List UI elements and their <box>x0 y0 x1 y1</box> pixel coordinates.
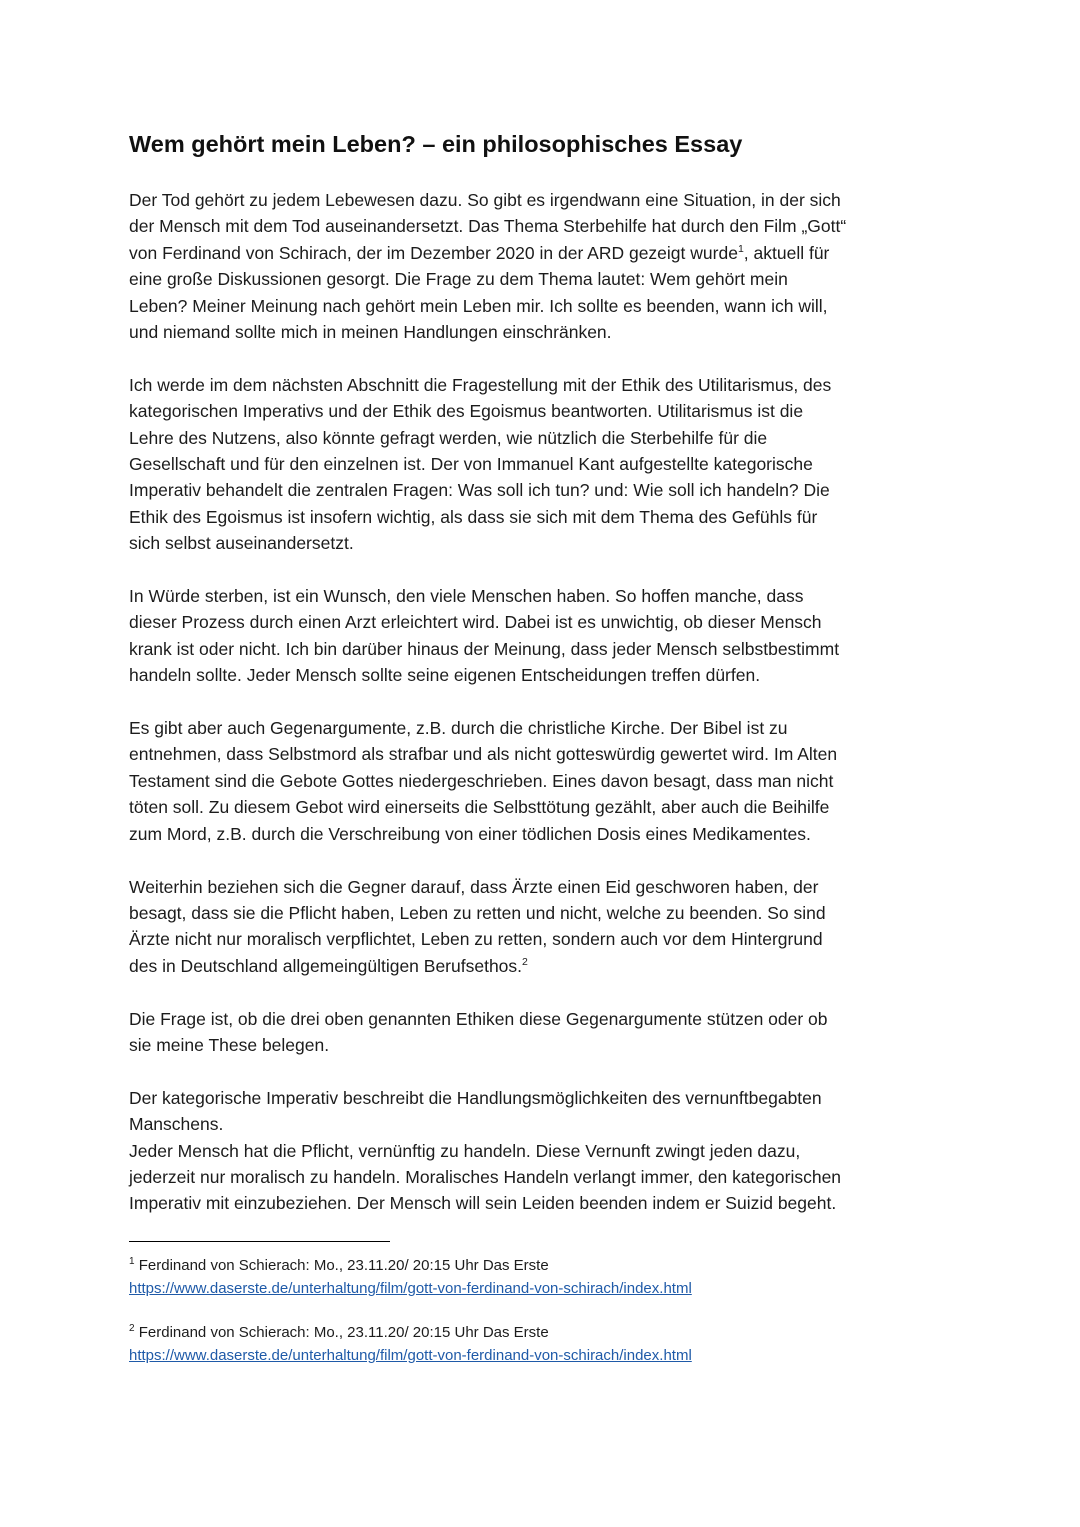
text-line: Jeder Mensch hat die Pflicht, vernünftig zu handeln. Diese Vernunft zwingt jeden dazu, <box>129 1140 801 1161</box>
footnote-number: 1 <box>129 1256 135 1267</box>
text-line: krank ist oder nicht. Ich bin darüber hinaus der Meinung, dass jeder Mensch selbstbestimmt <box>129 638 840 659</box>
paragraph-reason <box>129 1138 959 1217</box>
text-line: Ärzte nicht nur moralisch verpflichtet, Leben zu retten, sondern auch vor dem Hintergrund <box>129 929 823 950</box>
text-line: töten soll. Zu diesem Gebot wird einerseits die Selbsttötung gezählt, aber auch die Beihilfe <box>129 797 830 818</box>
text-line: Ich werde im dem nächsten Abschnitt die Fragestellung mit der Ethik des Utilitarismus, des <box>129 374 832 395</box>
text-line: zum Mord, z.B. durch die Verschreibung von einer tödlichen Dosis eines Medikamentes. <box>129 823 811 844</box>
text-line: Die Frage ist, ob die drei oben genannten Ethiken diese Gegenargumente stützen oder ob <box>129 1008 828 1029</box>
text-line: handeln sollte. Jeder Mensch sollte seine eigenen Entscheidungen treffen dürfen. <box>129 665 761 686</box>
footnotes <box>129 1254 959 1388</box>
footnote-marker[interactable]: 2 <box>522 955 528 968</box>
text-line: kategorischen Imperativs und der Ethik des Egoismus beantworten. Utilitarismus ist die <box>129 401 804 422</box>
footnote-number: 2 <box>129 1323 135 1334</box>
text-line: sich selbst auseinandersetzt. <box>129 533 354 554</box>
text-line: In Würde sterben, ist ein Wunsch, den viele Menschen haben. So hoffen manche, dass <box>129 586 804 607</box>
text-segment: , aktuell für <box>743 242 830 263</box>
footnote-1 <box>129 1254 959 1300</box>
text-line: Leben? Meiner Meinung nach gehört mein Leben mir. Ich sollte es beenden, wann ich will, <box>129 295 828 316</box>
text-line <box>129 953 959 979</box>
text-segment: des in Deutschland allgemeingültigen Berufsethos. <box>129 955 523 976</box>
text-line: Imperativ mit einzubeziehen. Der Mensch will sein Leiden beenden indem er Suizid begeht. <box>129 1193 837 1214</box>
essay-body <box>129 187 959 1217</box>
footnote-separator <box>129 1241 390 1242</box>
text-line: der Mensch mit dem Tod auseinandersetzt. Das Thema Sterbehilfe hat durch den Film „Gott“ <box>129 216 847 237</box>
paragraph-dignity <box>129 583 959 689</box>
page-title: Wem gehört mein Leben? – ein philosophisches Essay <box>129 131 743 157</box>
footnote-text: Ferdinand von Schierach: Mo., 23.11.20/ 20:15 Uhr Das Erste <box>138 1324 549 1341</box>
text-line: Der Tod gehört zu jedem Lebewesen dazu. So gibt es irgendwann eine Situation, in der sich <box>129 190 841 210</box>
text-line: Imperativ behandelt die zentralen Fragen: Was soll ich tun? und: Wie soll ich handeln? Die <box>129 480 830 501</box>
text-line: Lehre des Nutzens, also könnte gefragt werden, wie nützlich die Sterbehilfe für die <box>129 427 768 448</box>
text-line: entnehmen, dass Selbstmord als strafbar und als nicht gotteswürdig gewertet wird. Im Alten <box>129 744 838 765</box>
text-line: besagt, dass sie die Pflicht haben, Leben zu retten und nicht, welche zu beenden. So sind <box>129 902 826 923</box>
text-line: Weiterhin beziehen sich die Gegner darauf, dass Ärzte einen Eid geschworen haben, der <box>129 876 819 897</box>
text-line <box>129 240 959 266</box>
footnote-2 <box>129 1321 959 1367</box>
text-line: Testament sind die Gebote Gottes niedergeschrieben. Eines davon besagt, dass man nicht <box>129 770 834 791</box>
paragraph-method <box>129 372 959 557</box>
paragraph-doctors <box>129 874 959 980</box>
paragraph-question <box>129 1006 959 1059</box>
text-line: eine große Diskussionen gesorgt. Die Frage zu dem Thema lautet: Wem gehört mein <box>129 269 788 290</box>
footnote-line <box>129 1257 549 1274</box>
text-line: sie meine These belegen. <box>129 1034 330 1055</box>
footnote-line <box>129 1324 549 1341</box>
footnote-marker[interactable]: 1 <box>737 242 744 255</box>
text-line: Der kategorische Imperativ beschreibt die Handlungsmöglichkeiten des vernunftbegabten <box>129 1087 822 1108</box>
paragraph-intro <box>129 187 959 345</box>
text-segment: von Ferdinand von Schirach, der im Dezember 2020 in der ARD gezeigt wurde <box>129 242 738 263</box>
footnote-link[interactable]: https://www.daserste.de/unterhaltung/film/gott-von-ferdinand-von-schirach/index.html <box>129 1347 692 1364</box>
footnote-link[interactable]: https://www.daserste.de/unterhaltung/film/gott-von-ferdinand-von-schirach/index.html <box>129 1280 692 1297</box>
text-line: Es gibt aber auch Gegenargumente, z.B. durch die christliche Kirche. Der Bibel ist zu <box>129 718 788 739</box>
paragraph-imperative <box>129 1085 959 1138</box>
footnote-text: Ferdinand von Schierach: Mo., 23.11.20/ 20:15 Uhr Das Erste <box>138 1257 549 1274</box>
text-line: Ethik des Egoismus ist insofern wichtig, als dass sie sich mit dem Thema des Gefühls für <box>129 506 818 527</box>
text-line: Manschens. <box>129 1114 224 1135</box>
text-line: jederzeit nur moralisch zu handeln. Moralisches Handeln verlangt immer, den kategorischen <box>129 1166 842 1187</box>
paragraph-church <box>129 715 959 847</box>
text-line: dieser Prozess durch einen Arzt erleichtert wird. Dabei ist es unwichtig, ob dieser Mensch <box>129 612 822 633</box>
text-line: und niemand sollte mich in meinen Handlungen einschränken. <box>129 322 612 343</box>
text-line: Gesellschaft und für den einzelnen ist. Der von Immanuel Kant aufgestellte kategorische <box>129 454 813 475</box>
